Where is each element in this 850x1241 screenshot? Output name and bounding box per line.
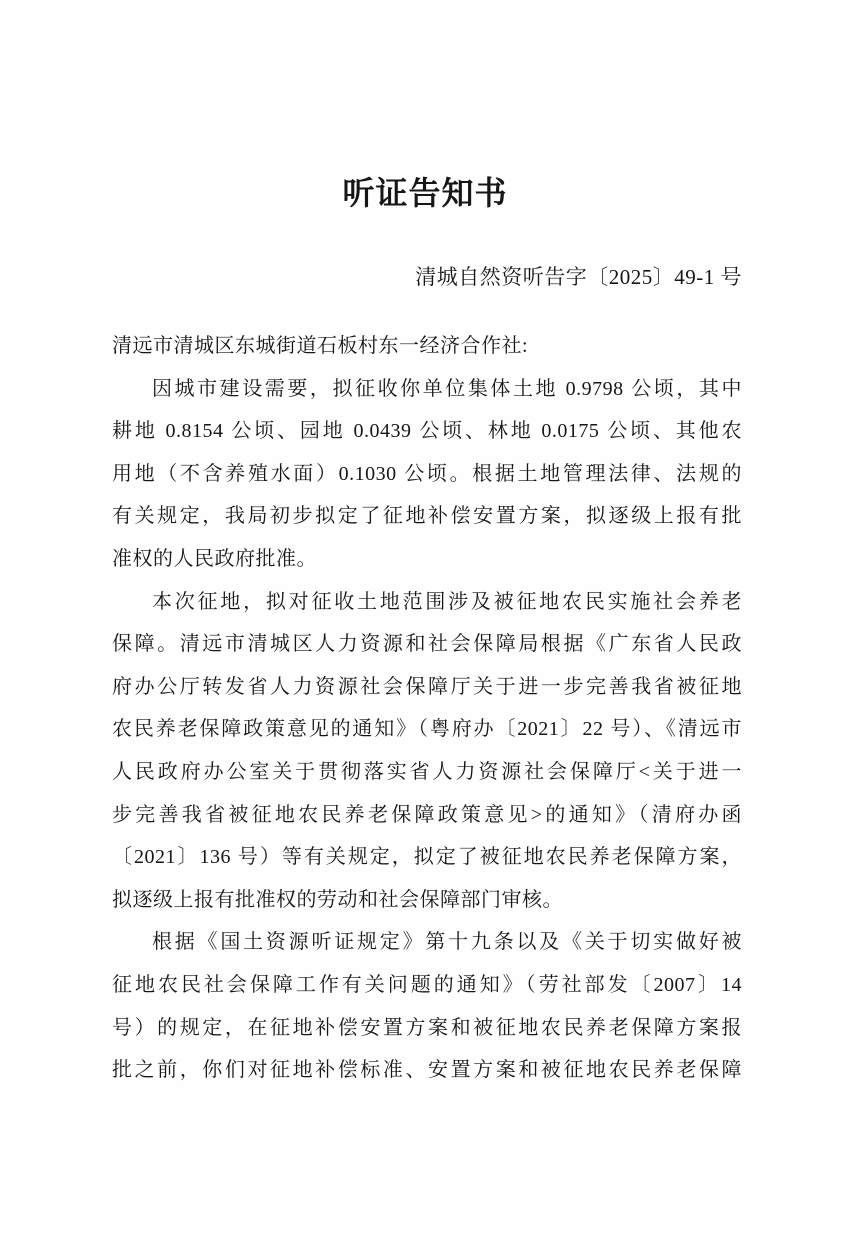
document-title: 听证告知书: [342, 175, 508, 211]
text-line: 拟逐级上报有批准权的劳动和社会保障部门审核。: [112, 888, 563, 911]
text-line: 步完善我省被征地农民养老保障政策意见>的通知》（清府办函: [112, 803, 742, 826]
text-line: 人民政府办公室关于贯彻落实省人力资源社会保障厅<关于进一: [112, 760, 742, 783]
text-line: 〔2021〕136 号）等有关规定，拟定了被征地农民养老保障方案，: [112, 846, 742, 869]
text-line: 清远市清城区东城街道石板村东一经济合作社:: [112, 335, 529, 357]
text-line: 本次征地，拟对征收土地范围涉及被征地农民实施社会养老: [152, 590, 742, 613]
text-line: 征地农民社会保障工作有关问题的通知》（劳社部发〔2007〕14: [112, 973, 742, 996]
text-line: 耕地 0.8154 公顷、园地 0.0439 公顷、林地 0.0175 公顷、其他农: [112, 420, 742, 443]
document-body: [112, 325, 742, 1092]
text-line: 因城市建设需要，拟征收你单位集体土地 0.9798 公顷，其中: [152, 377, 742, 400]
text-line: 根据《国土资源听证规定》第十九条以及《关于切实做好被: [152, 931, 742, 954]
text-line: 批之前，你们对征地补偿标准、安置方案和被征地农民养老保障: [112, 1059, 742, 1082]
text-line: 有关规定，我局初步拟定了征地补偿安置方案，拟逐级上报有批: [112, 505, 742, 528]
text-line: 保障。清远市清城区人力资源和社会保障局根据《广东省人民政: [112, 633, 742, 656]
text-line: 准权的人民政府批准。: [112, 547, 317, 570]
text-line: 号）的规定，在征地补偿安置方案和被征地农民养老保障方案报: [112, 1016, 742, 1039]
text-line: 用地（不含养殖水面）0.1030 公顷。根据土地管理法律、法规的: [112, 462, 742, 485]
text-line: 府办公厅转发省人力资源社会保障厅关于进一步完善我省被征地: [112, 675, 742, 698]
text-line: 农民养老保障政策意见的通知》（粤府办〔2021〕22 号）、《清远市: [112, 718, 742, 741]
document-number: 清城自然资听告字〔2025〕49-1 号: [415, 265, 742, 289]
